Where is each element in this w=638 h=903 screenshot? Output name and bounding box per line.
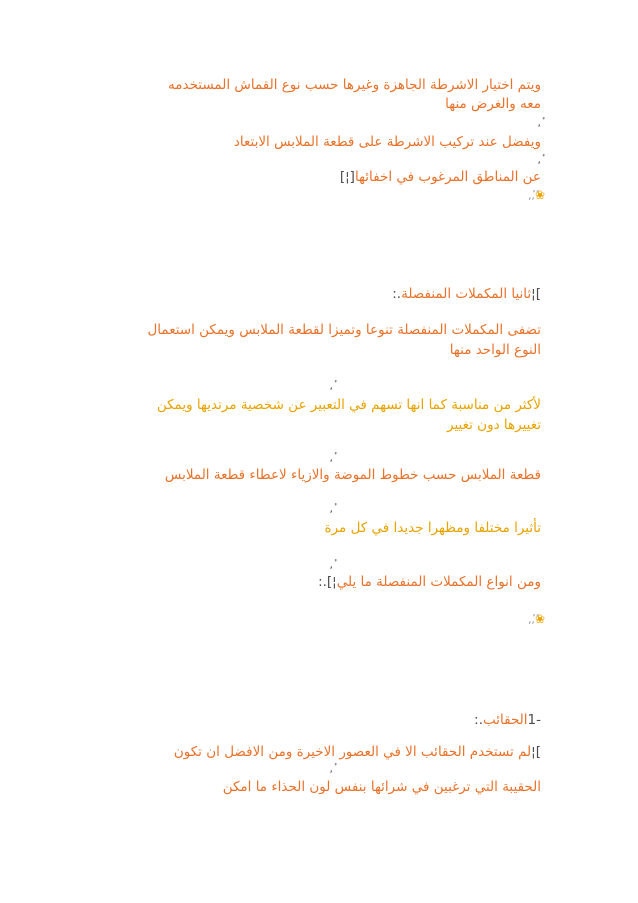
para1-line3: ويفضل عند تركيب الاشرطة على قطعة الملابس الابتعاد bbox=[233, 134, 541, 150]
para4-line1: قطعة الملابس حسب خطوط الموضة والازياء لاعطاء قطعة الملابس bbox=[164, 467, 541, 483]
comma-mark: ٔ, bbox=[329, 451, 333, 464]
heading-text: الحقائب bbox=[482, 712, 528, 728]
heading-text: ثانيا المكملات المنفصلة bbox=[401, 286, 532, 302]
comma-mark: ٔ, bbox=[329, 379, 333, 392]
flower-icon: ❀ bbox=[534, 612, 545, 626]
types-intro-text: ومن انواع المكملات المنفصلة ما يلي bbox=[336, 574, 541, 590]
para3-line2: تغييرها دون تغيير bbox=[447, 417, 541, 433]
para1-line4-text: عن المناطق المرغوب في اخفائها bbox=[354, 169, 541, 185]
section3-heading bbox=[474, 711, 541, 729]
comma-mark: ٔ, bbox=[329, 502, 333, 515]
para6-line1-text: لم تستخدم الحقائب الا في العصور الاخيرة ومن الافضل ان تكون bbox=[173, 744, 532, 760]
ornament bbox=[528, 612, 545, 627]
para2-line2: النوع الواحد منها bbox=[449, 342, 541, 358]
comma-mark: ٔ, bbox=[329, 762, 333, 775]
types-intro bbox=[318, 573, 541, 591]
comma-mark: ٔ, bbox=[329, 558, 333, 571]
para1-line1: ويتم اختيار الاشرطة الجاهزة وغيرها حسب نوع القماش المستخدمه bbox=[168, 77, 541, 93]
para1-line4-tail: [¦] bbox=[339, 169, 355, 185]
para6-line2: الحقيبة التي ترغبين في شرائها بنفس لون الحذاء ما امكن bbox=[222, 779, 541, 795]
para1-line4 bbox=[340, 168, 541, 186]
para6-bracket: ]¦ bbox=[531, 744, 541, 760]
heading-number: -1 bbox=[527, 712, 541, 728]
para2-line1: تضفى المكملات المنفصلة تنوعا وتميزا لقطعة الملابس ويمكن استعمال bbox=[147, 322, 541, 338]
comma-mark: ٔ, bbox=[537, 116, 541, 129]
ornament bbox=[528, 188, 545, 203]
heading-tail: .: bbox=[392, 286, 402, 302]
ornament-marks: ٔ,ٔ, bbox=[527, 189, 535, 202]
para3-line1: لأكثر من مناسبة كما انها تسهم في التعبير عن شخصية مرتديها ويمكن bbox=[156, 397, 541, 413]
section2-heading bbox=[392, 285, 541, 303]
ornament-marks: ٔ,ٔ, bbox=[527, 613, 535, 626]
para1-line2: معه والغرض منها bbox=[445, 96, 541, 112]
para6-line1 bbox=[174, 743, 541, 761]
heading-tail: .: bbox=[474, 712, 483, 728]
para5-line1: تأثيرا مختلفا ومظهرا جديدا في كل مرة bbox=[324, 520, 541, 536]
heading-bracket: ]¦ bbox=[531, 286, 541, 302]
comma-mark: ٔ, bbox=[537, 153, 541, 166]
flower-icon: ❀ bbox=[534, 188, 545, 202]
types-intro-tail: ¦].: bbox=[318, 574, 337, 590]
